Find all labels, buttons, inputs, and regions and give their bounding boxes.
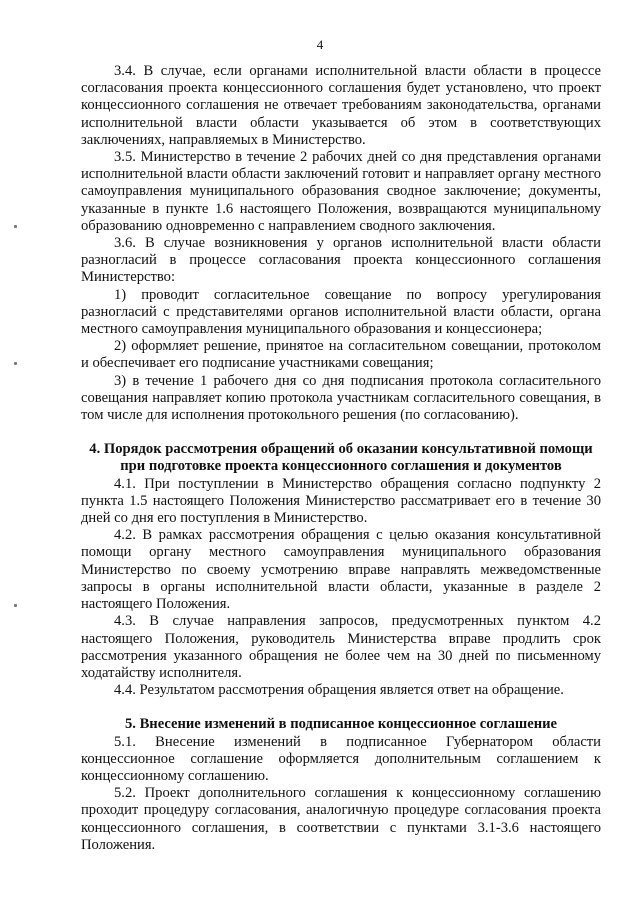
document-body (81, 63, 601, 854)
section-4-heading: 4. Порядок рассмотрения обращений об оказании консультативной помощи при подготовке проекта концессионного соглашения и документов (89, 441, 593, 475)
paragraph-3-5: 3.5. Министерство в течение 2 рабочих дней со дня представления органами исполнительной власти области заключений готовит и направляет органу местного самоуправления муниципального образования сводное заключение; документы, указанные в пункте 1.6 настоящего Положения, возвращаются муниципальному образованию одновременно с направлением сводного заключения. (81, 149, 601, 234)
paragraph-4-2: 4.2. В рамках рассмотрения обращения с целью оказания консультативной помощи органу местного самоуправления муниципального образования Министерство по своему усмотрению вправе направлять межведомственные запросы в органы исполнительной власти области, указанные в разделе 2 настоящего Положения. (81, 527, 601, 613)
list-item-1: 1) проводит согласительное совещание по вопросу урегулирования разногласий с представителями органов исполнительной власти области, органа местного самоуправления муниципального образования и концессионера; (81, 286, 601, 338)
list-item-3: 3) в течение 1 рабочего дня со дня подписания протокола согласительного совещания направляет копию протокола участникам согласительного совещания, в том числе для исполнения протокольного решения (по согласованию). (81, 372, 601, 424)
section-spacer (81, 424, 601, 441)
paragraph-3-4: 3.4. В случае, если органами исполнительной власти области в процессе согласования проекта концессионного соглашения будет установлено, что проект концессионного соглашения не отвечает требованиям законодательства, органами исполнительной власти области указывается об этом в соответствующих заключениях, направляемых в Министерство. (81, 63, 601, 148)
section-5-heading: 5. Внесение изменений в подписанное концессионное соглашение (124, 716, 558, 733)
paragraph-4-1: 4.1. При поступлении в Министерство обращения согласно подпункту 2 пункта 1.5 настоящего Положения Министерство рассматривает его в течение 30 дней со дня его поступления в Министерство. (81, 475, 601, 527)
scan-speck (14, 225, 17, 228)
paragraph-5-1: 5.1. Внесение изменений в подписанное Губернатором области концессионное соглашение оформляется дополнительным соглашением к концессионному соглашению. (81, 733, 601, 784)
page-number: 4 (316, 37, 324, 52)
scan-speck (14, 362, 17, 365)
scan-speck (14, 604, 17, 607)
paragraph-5-2: 5.2. Проект дополнительного соглашения к концессионному соглашению проходит процедуру согласования, аналогичную процедуре согласования проекта концессионного соглашения, в соответствии с пунктами 3.1-3.6 настоящего Положения. (81, 785, 601, 853)
section-spacer (81, 699, 601, 716)
list-item-2: 2) оформляет решение, принятое на согласительном совещании, протоколом и обеспечивает его подписание участниками совещания; (81, 338, 601, 372)
paragraph-3-6: 3.6. В случае возникновения у органов исполнительной власти области разногласий в процессе согласования проекта концессионного соглашения Министерство: (81, 235, 601, 286)
paragraph-4-4: 4.4. Результатом рассмотрения обращения является ответ на обращение. (114, 682, 564, 699)
paragraph-4-3: 4.3. В случае направления запросов, предусмотренных пунктом 4.2 настоящего Положения, руководитель Министерства вправе продлить срок рассмотрения указанного обращения не более чем на 30 дней по письменному ходатайству исполнителя. (81, 613, 601, 681)
